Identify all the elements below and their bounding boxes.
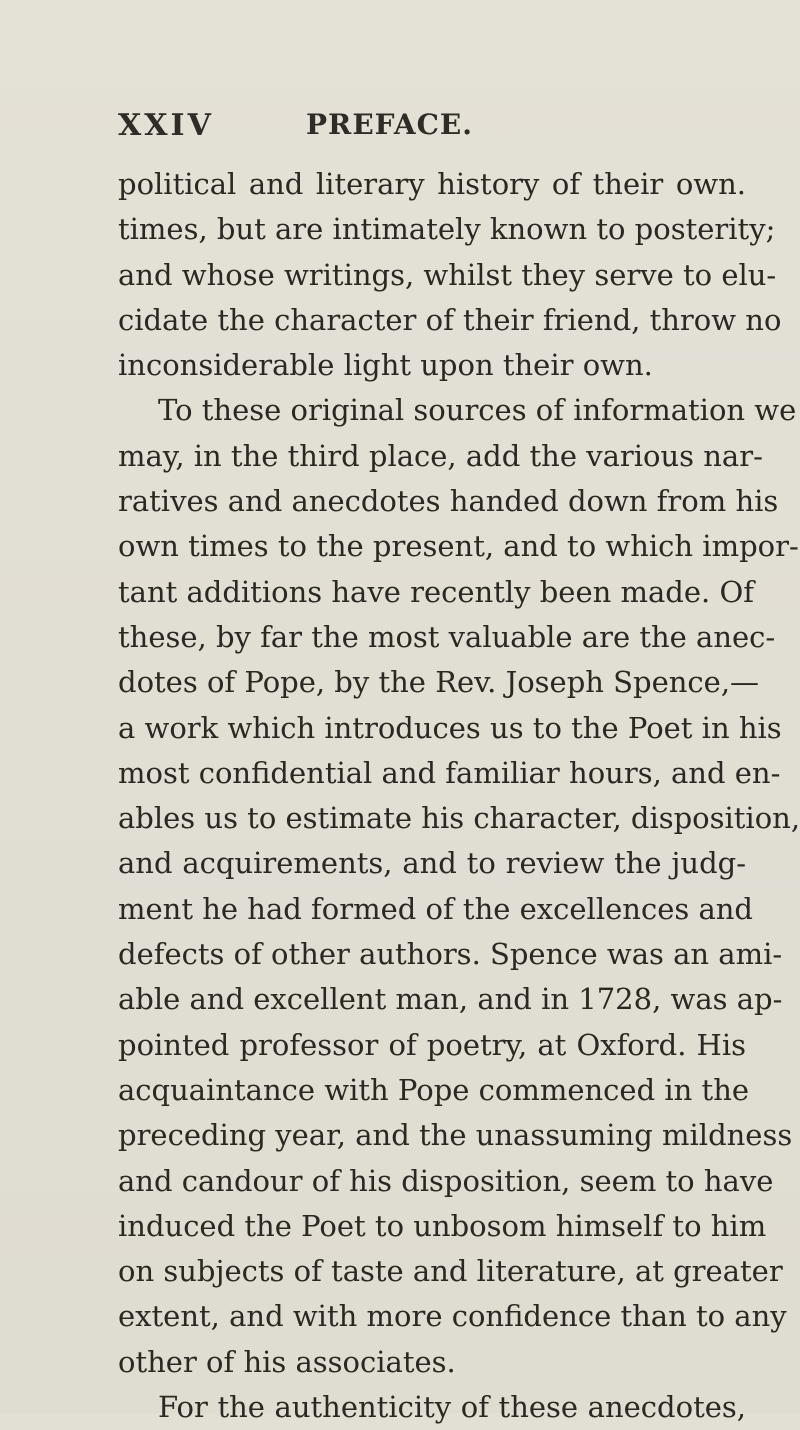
text-line: inconsiderable light upon their own. [118, 348, 653, 383]
text-line: and candour of his disposition, seem to have [118, 1163, 774, 1198]
text-line: acquaintance with Pope commenced in the [118, 1072, 750, 1107]
text-line: and whose writings, whilst they serve to elu- [118, 257, 777, 292]
text-line: a work which introduces us to the Poet in his [118, 710, 782, 745]
page-number: XXIV [118, 108, 214, 143]
text-line: ment he had formed of the excellences and [118, 891, 753, 926]
text-line: these, by far the most valuable are the anec- [118, 619, 776, 654]
text-line: ratives and anecdotes handed down from his [118, 484, 779, 519]
text-line: most confidential and familiar hours, and en- [118, 755, 781, 790]
text-line: To these original sources of information we [158, 393, 797, 428]
text-line: political and literary history of their own. [118, 167, 746, 201]
text-line: on subjects of taste and literature, at greater [118, 1254, 783, 1289]
text-line: For the authenticity of these anecdotes, [158, 1390, 746, 1425]
text-line: times, but are intimately known to posterity; [118, 212, 776, 247]
text-line: may, in the third place, add the various nar- [118, 438, 763, 473]
text-line: able and excellent man, and in 1728, was ap- [118, 982, 783, 1017]
running-head [118, 108, 538, 148]
text-line: preceding year, and the unassuming mildness [118, 1118, 793, 1153]
text-line: extent, and with more confidence than to any [118, 1299, 787, 1334]
text-line: induced the Poet to unbosom himself to him [118, 1208, 767, 1243]
running-title: PREFACE. [306, 108, 474, 141]
text-line: and acquirements, and to review the judg- [118, 846, 746, 881]
text-line: cidate the character of their friend, throw no [118, 302, 782, 337]
text-line: other of his associates. [118, 1344, 456, 1379]
text-line: own times to the present, and to which impor- [118, 529, 799, 564]
text-line: ables us to estimate his character, disposition, [118, 801, 800, 836]
text-line: pointed professor of poetry, at Oxford. His [118, 1027, 746, 1062]
text-line: tant additions have recently been made. Of [118, 574, 754, 609]
body-text [118, 162, 800, 1430]
text-line: defects of other authors. Spence was an ami- [118, 937, 783, 972]
text-line: dotes of Pope, by the Rev. Joseph Spence,— [118, 665, 760, 700]
